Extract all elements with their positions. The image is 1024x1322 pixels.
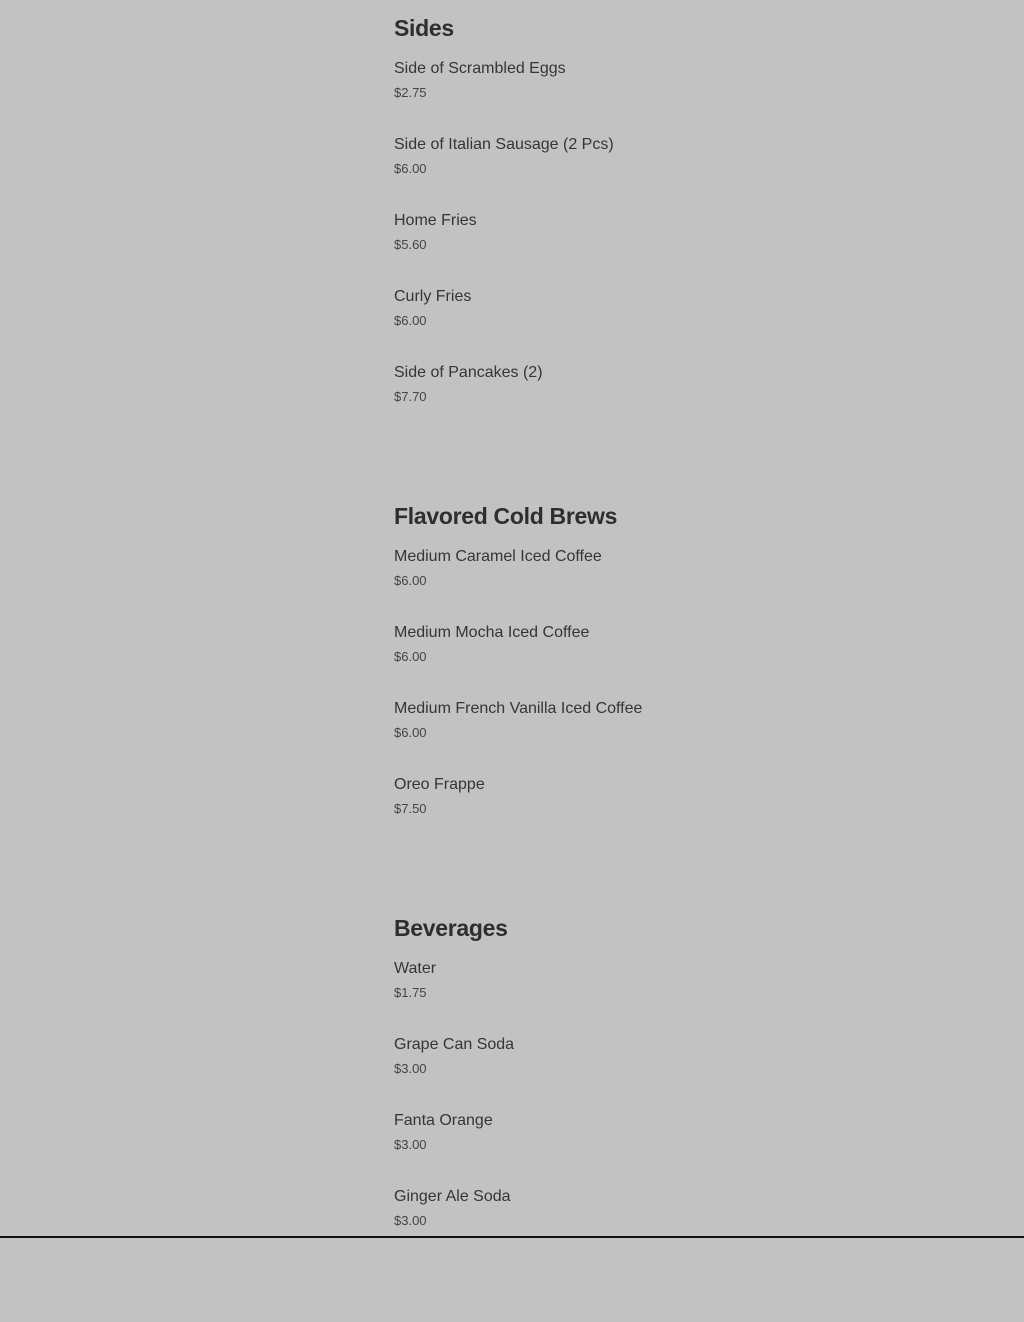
item-name: Water — [394, 960, 437, 977]
item-price: $6.00 — [394, 313, 427, 328]
item-price: $3.00 — [394, 1137, 427, 1152]
item-name: Medium French Vanilla Iced Coffee — [394, 700, 643, 717]
item-name: Fanta Orange — [394, 1112, 493, 1129]
item-name: Side of Scrambled Eggs — [394, 60, 566, 77]
item-name: Ginger Ale Soda — [394, 1188, 511, 1205]
menu-item[interactable] — [394, 1188, 954, 1264]
menu-item[interactable] — [394, 960, 954, 1036]
menu-item[interactable] — [394, 288, 954, 364]
menu-section-flavored-cold-brews — [394, 498, 954, 852]
item-price: $3.00 — [394, 1213, 427, 1228]
section-title: Flavored Cold Brews — [394, 503, 618, 529]
item-price: $2.75 — [394, 85, 427, 100]
menu-item[interactable] — [394, 1036, 954, 1112]
menu-item[interactable] — [394, 624, 954, 700]
menu-list — [394, 10, 954, 1322]
item-price: $1.75 — [394, 985, 427, 1000]
item-name: Home Fries — [394, 212, 477, 229]
item-price: $3.00 — [394, 1061, 427, 1076]
item-price: $5.60 — [394, 237, 427, 252]
item-name: Medium Mocha Iced Coffee — [394, 624, 590, 641]
menu-item[interactable] — [394, 1112, 954, 1188]
item-price: $6.00 — [394, 573, 427, 588]
menu-item[interactable] — [394, 136, 954, 212]
item-name: Oreo Frappe — [394, 776, 485, 793]
menu-item[interactable] — [394, 364, 954, 440]
item-price: $6.00 — [394, 161, 427, 176]
menu-item[interactable] — [394, 212, 954, 288]
item-price: $7.70 — [394, 389, 427, 404]
menu-item[interactable] — [394, 60, 954, 136]
item-name: Grape Can Soda — [394, 1036, 515, 1053]
item-name: Side of Pancakes (2) — [394, 364, 543, 381]
item-name: Medium Caramel Iced Coffee — [394, 548, 602, 565]
item-price: $7.50 — [394, 801, 427, 816]
menu-item[interactable] — [394, 700, 954, 776]
item-price: $6.00 — [394, 649, 427, 664]
menu-section-sides — [394, 10, 954, 440]
item-name: Curly Fries — [394, 288, 472, 305]
item-price: $6.00 — [394, 725, 427, 740]
menu-item[interactable] — [394, 548, 954, 624]
section-title: Sides — [394, 15, 454, 41]
menu-section-beverages — [394, 910, 954, 1264]
section-title: Beverages — [394, 915, 508, 941]
item-name: Side of Italian Sausage (2 Pcs) — [394, 136, 614, 153]
menu-item[interactable] — [394, 776, 954, 852]
